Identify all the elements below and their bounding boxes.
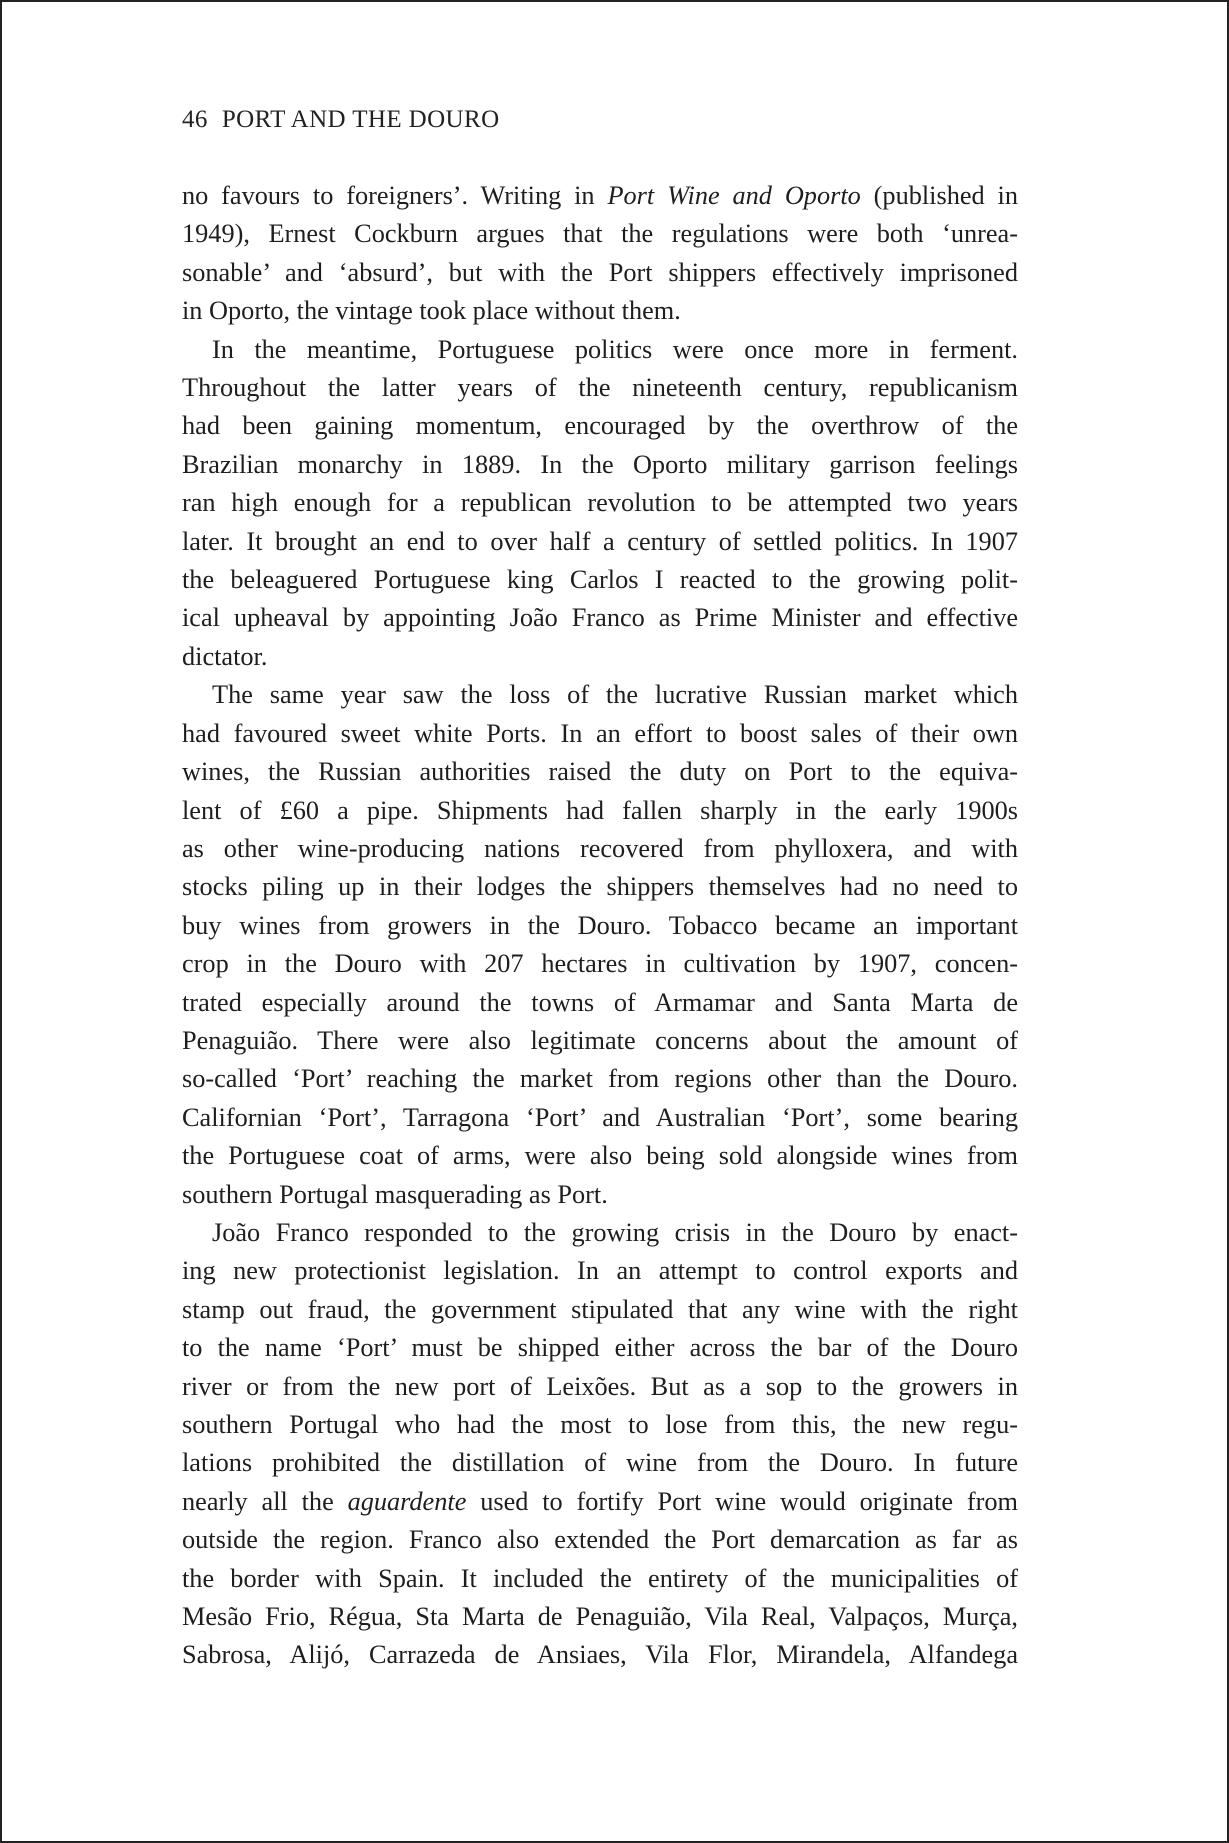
text-line (182, 638, 1018, 676)
text-segment: river or from the new port of Leixões. But as a sop to the growers in (182, 1371, 1018, 1401)
text-line (182, 446, 1018, 484)
text-segment: had favoured sweet white Ports. In an effort to boost sales of their own (182, 718, 1018, 748)
text-line (182, 1176, 1018, 1214)
text-line (182, 1099, 1018, 1137)
text-segment: stamp out fraud, the government stipulated that any wine with the right (182, 1294, 1018, 1324)
text-line (182, 254, 1018, 292)
text-segment: southern Portugal masquerading as Port. (182, 1179, 608, 1209)
text-line (182, 1137, 1018, 1175)
text-line (182, 1368, 1018, 1406)
text-segment: southern Portugal who had the most to lose from this, the new regu- (182, 1410, 1018, 1439)
text-segment: outside the region. Franco also extended the Port demarcation as far as (182, 1525, 1018, 1555)
body-text (182, 177, 1018, 1675)
text-line (182, 1406, 1018, 1444)
text-line (182, 1636, 1018, 1674)
text-segment: buy wines from growers in the Douro. Tobacco became an important (182, 910, 1018, 940)
text-line (182, 753, 1018, 791)
text-segment: in Oporto, the vintage took place without them. (182, 296, 681, 326)
text-line (182, 561, 1018, 599)
text-segment: sonable’ and ‘absurd’, but with the Port shippers effectively imprisoned (182, 257, 1018, 287)
text-line (182, 1022, 1018, 1060)
text-segment: had been gaining momentum, encouraged by the overthrow of the (182, 411, 1018, 441)
text-segment: Penaguião. There were also legitimate concerns about the amount of (182, 1025, 1018, 1055)
text-segment: trated especially around the towns of Armamar and Santa Marta de (182, 987, 1018, 1017)
text-segment: Throughout the latter years of the nineteenth century, republicanism (182, 373, 1018, 403)
text-line (182, 369, 1018, 407)
text-segment: ical upheaval by appointing João Franco as Prime Minister and effective (182, 603, 1018, 633)
text-line (182, 1521, 1018, 1559)
text-segment: (published in (860, 181, 1018, 210)
text-line (182, 292, 1018, 330)
text-line (182, 1560, 1018, 1598)
italic-text: Port Wine and Oporto (607, 181, 861, 210)
text-segment: Brazilian monarchy in 1889. In the Oporto military garrison feelings (182, 449, 1018, 479)
text-line (182, 331, 1018, 369)
text-segment: nearly all the (182, 1486, 348, 1516)
text-line (182, 1483, 1018, 1521)
running-title: PORT AND THE DOURO (221, 106, 500, 133)
text-line (182, 1291, 1018, 1329)
text-segment: the beleaguered Portuguese king Carlos I reacted to the growing polit- (182, 565, 1018, 595)
text-segment: The same year saw the loss of the lucrative Russian market which (212, 680, 1018, 710)
italic-text: aguardente (347, 1486, 467, 1516)
text-line (182, 984, 1018, 1022)
text-segment: Mesão Frio, Régua, Sta Marta de Penaguião, Vila Real, Valpaços, Murça, (182, 1602, 1018, 1632)
text-segment: no favours to foreigners’. Writing in (182, 181, 608, 210)
text-segment: used to fortify Port wine would originate from (466, 1486, 1018, 1516)
text-segment: the Portuguese coat of arms, were also being sold alongside wines from (182, 1141, 1018, 1171)
text-line (182, 1060, 1018, 1098)
text-segment: lations prohibited the distillation of wine from the Douro. In future (182, 1448, 1018, 1478)
text-line (182, 792, 1018, 830)
text-line (182, 868, 1018, 906)
text-line (182, 599, 1018, 637)
text-segment: as other wine-producing nations recovered from phylloxera, and with (182, 833, 1018, 863)
text-segment: João Franco responded to the growing crisis in the Douro by enact- (212, 1217, 1018, 1247)
text-segment: Sabrosa, Alijó, Carrazeda de Ansiaes, Vila Flor, Mirandela, Alfandega (182, 1640, 1018, 1670)
text-segment: dictator. (182, 641, 268, 671)
text-line (182, 715, 1018, 753)
text-line (182, 177, 1018, 215)
text-segment: stocks piling up in their lodges the shippers themselves had no need to (182, 872, 1018, 902)
text-segment: the border with Spain. It included the entirety of the municipalities of (182, 1563, 1018, 1593)
text-line (182, 1214, 1018, 1252)
text-segment: Californian ‘Port’, Tarragona ‘Port’ and Australian ‘Port’, some bearing (182, 1102, 1018, 1132)
text-segment: later. It brought an end to over half a century of settled politics. In 1907 (182, 526, 1018, 556)
text-line (182, 945, 1018, 983)
text-segment: ran high enough for a republican revolution to be attempted two years (182, 488, 1018, 518)
text-line (182, 1598, 1018, 1636)
text-line (182, 1444, 1018, 1482)
text-segment: lent of £60 a pipe. Shipments had fallen sharply in the early 1900s (182, 795, 1018, 825)
text-segment: wines, the Russian authorities raised the duty on Port to the equiva- (182, 757, 1018, 787)
text-segment: crop in the Douro with 207 hectares in cultivation by 1907, concen- (182, 949, 1018, 979)
running-head (182, 106, 500, 134)
text-line (182, 484, 1018, 522)
text-segment: to the name ‘Port’ must be shipped either across the bar of the Douro (182, 1333, 1018, 1363)
page-number: 46 (182, 106, 208, 133)
text-segment: so-called ‘Port’ reaching the market from regions other than the Douro. (182, 1064, 1018, 1094)
text-line (182, 407, 1018, 445)
text-line (182, 830, 1018, 868)
text-line (182, 676, 1018, 714)
text-line (182, 215, 1018, 253)
text-segment: 1949), Ernest Cockburn argues that the regulations were both ‘unrea- (182, 219, 1018, 249)
text-line (182, 1329, 1018, 1367)
text-line (182, 1252, 1018, 1290)
text-line (182, 907, 1018, 945)
text-line (182, 523, 1018, 561)
text-segment: In the meantime, Portuguese politics were once more in ferment. (212, 334, 1018, 364)
text-segment: ing new protectionist legislation. In an attempt to control exports and (182, 1256, 1018, 1286)
